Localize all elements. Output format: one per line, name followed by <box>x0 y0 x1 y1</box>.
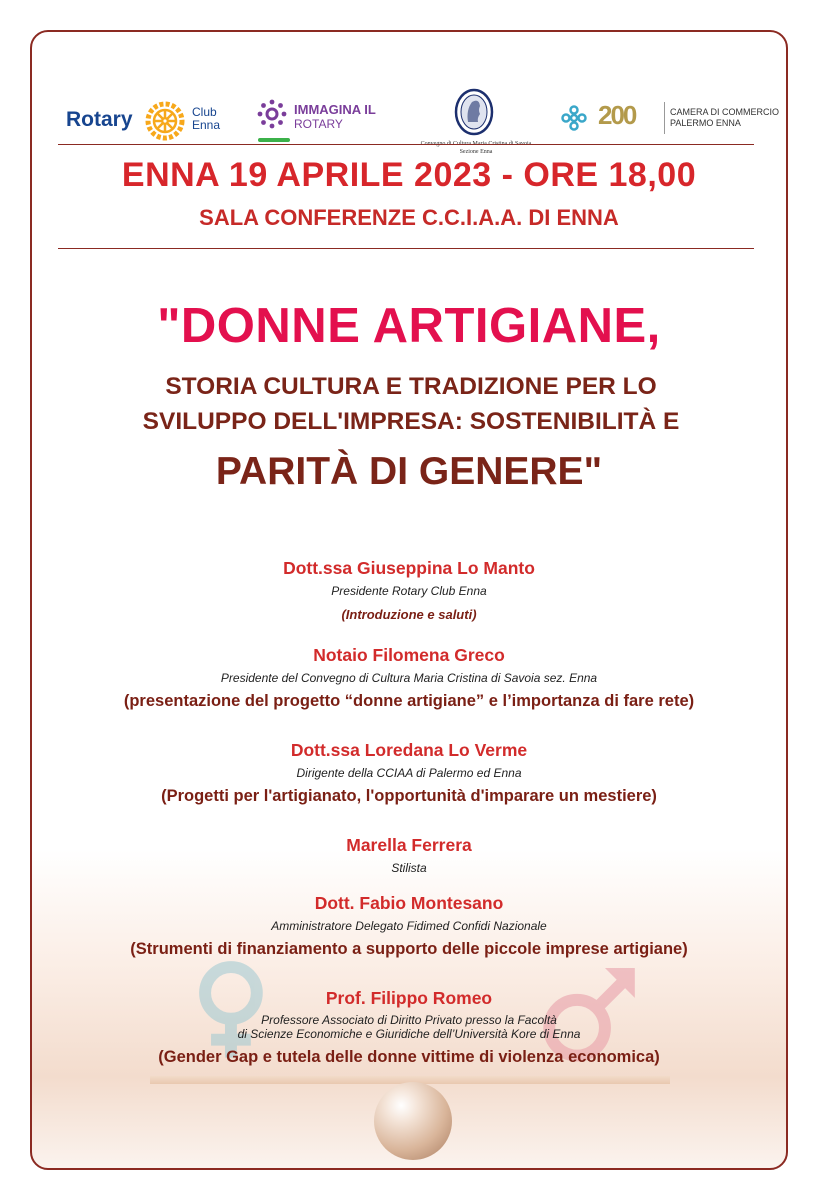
speaker-note: (Progetti per l'artigianato, l'opportunità d'imparare un mestiere) <box>161 787 657 805</box>
speaker-block <box>32 740 786 806</box>
event-date-time: ENNA 19 APRILE 2023 - ORE 18,00 <box>121 156 697 194</box>
speaker-role: Dirigente della CCIAA di Palermo ed Enna <box>296 766 522 780</box>
speaker-role: Presidente del Convegno di Cultura Maria Cristina di Savoia sez. Enna <box>220 671 598 685</box>
speaker-name: Marella Ferrera <box>346 835 472 855</box>
speaker-note: (Gender Gap e tutela delle donne vittime di violenza economica) <box>158 1048 660 1066</box>
immagina-line1: IMMAGINA IL <box>294 102 376 117</box>
rotary-club-line1: Club <box>192 105 217 119</box>
immagina-green-bar <box>258 138 290 142</box>
title-line1: "DONNE ARTIGIANE, <box>157 299 661 353</box>
speaker-block <box>32 645 786 711</box>
immagina-line2: ROTARY <box>294 117 343 131</box>
rotary-wordmark: Rotary <box>66 108 133 131</box>
speaker-note: (Introduzione e saluti) <box>341 607 477 622</box>
speaker-note: (presentazione del progetto “donne artigiane” e l’importanza di fare rete) <box>123 692 695 710</box>
top-divider <box>58 144 754 145</box>
speaker-role: Stilista <box>391 861 427 875</box>
logo-row <box>32 66 786 156</box>
speaker-block <box>32 835 786 875</box>
title-subtitle <box>52 369 770 439</box>
speaker-name: Dott. Fabio Montesano <box>314 893 504 913</box>
balance-ball <box>374 1082 452 1160</box>
speaker-note: (Strumenti di finanziamento a supporto delle piccole imprese artigiane) <box>130 940 688 958</box>
convegno-caption-line2: Sezione Enna <box>459 149 493 155</box>
speaker-role: Presidente Rotary Club Enna <box>331 584 487 598</box>
chamber-line1: CAMERA DI COMMERCIO <box>670 107 780 117</box>
speaker-name: Dott.ssa Giuseppina Lo Manto <box>283 558 535 578</box>
speaker-role: Professore Associato di Diritto Privato presso la Facoltà <box>261 1013 557 1027</box>
title-line2: STORIA CULTURA E TRADIZIONE PER LO <box>165 373 657 400</box>
rotary-club-line2: Enna <box>192 118 221 132</box>
chamber-separator <box>664 102 665 134</box>
title-line3: SVILUPPO DELL'IMPRESA: SOSTENIBILITÀ E <box>142 408 680 435</box>
speaker-name: Prof. Filippo Romeo <box>325 988 493 1008</box>
immagina-dots-icon <box>256 98 288 130</box>
chamber-label <box>670 107 779 129</box>
chamber-line2: PALERMO ENNA <box>670 118 741 128</box>
convegno-caption <box>406 140 546 156</box>
event-venue: SALA CONFERENZE C.C.I.A.A. DI ENNA <box>199 205 619 230</box>
chamber-snowflake-icon <box>560 104 588 132</box>
speaker-block <box>32 558 786 622</box>
poster-frame <box>30 30 788 1170</box>
rotary-club-label <box>192 106 220 132</box>
speaker-block <box>32 893 786 959</box>
speaker-name: Notaio Filomena Greco <box>313 645 505 665</box>
bottom-divider <box>58 248 754 249</box>
speaker-role: Amministratore Delegato Fidimed Confidi Nazionale <box>271 919 547 933</box>
speaker-block <box>32 988 786 1067</box>
anniversary-200: 200 <box>598 100 636 130</box>
speaker-role-line2: di Scienze Economiche e Giuridiche dell’Università Kore di Enna <box>237 1027 581 1041</box>
speaker-name: Dott.ssa Loredana Lo Verme <box>290 740 528 760</box>
convegno-seal-icon <box>454 88 494 136</box>
rotary-wheel-icon <box>144 100 186 142</box>
title-line4: PARITÀ DI GENERE" <box>215 450 603 493</box>
